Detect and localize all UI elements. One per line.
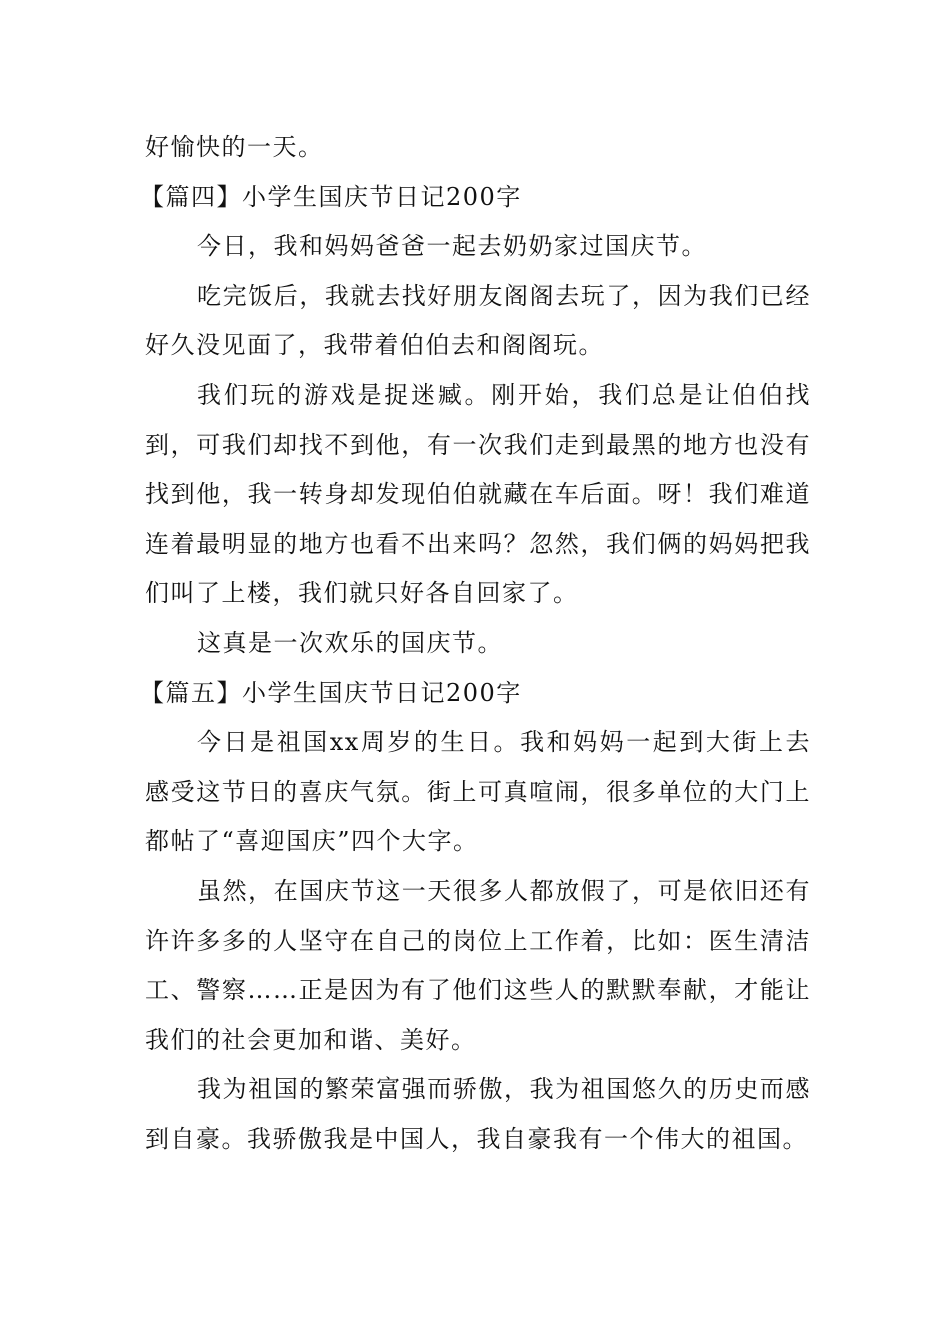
paragraph: 今日，我和妈妈爸爸一起去奶奶家过国庆节。 — [197, 232, 707, 261]
paragraph: 今日是祖国xx周岁的生日。我和妈妈一起到大街上去感受这节日的喜庆气氛。街上可真喧闹，很多单位的大门上都帖了“喜迎国庆”四个大字。 — [145, 728, 811, 856]
paragraph: 这真是一次欢乐的国庆节。 — [197, 628, 503, 657]
paragraph: 我们玩的游戏是捉迷臧。刚开始，我们总是让伯伯找到，可我们却找不到他，有一次我们走到最黑的地方也没有找到他，我一转身却发现伯伯就藏在车后面。呀！我们难道连着最明显的地方也看不出来吗？忽然，我们俩的妈妈把我们叫了上楼，我们就只好各自回家了。 — [145, 380, 811, 608]
paragraph: 吃完饭后，我就去找好朋友阁阁去玩了，因为我们已经好久没见面了，我带着伯伯去和阁阁玩。 — [145, 281, 811, 360]
document-body — [140, 123, 811, 1164]
section-heading-4: 【篇四】小学生国庆节日记200字 — [140, 182, 522, 211]
paragraph-continuation: 好愉快的一天。 — [145, 133, 324, 161]
section-heading-5: 【篇五】小学生国庆节日记200字 — [140, 678, 522, 707]
paragraph: 虽然，在国庆节这一天很多人都放假了，可是依旧还有许许多多的人坚守在自己的岗位上工作着，比如：医生清洁工、警察……正是因为有了他们这些人的默默奉献，才能让我们的社会更加和谐、美好。 — [145, 876, 811, 1054]
paragraph: 我为祖国的繁荣富强而骄傲，我为祖国悠久的历史而感到自豪。我骄傲我是中国人，我自豪我有一个伟大的祖国。 — [145, 1075, 811, 1153]
